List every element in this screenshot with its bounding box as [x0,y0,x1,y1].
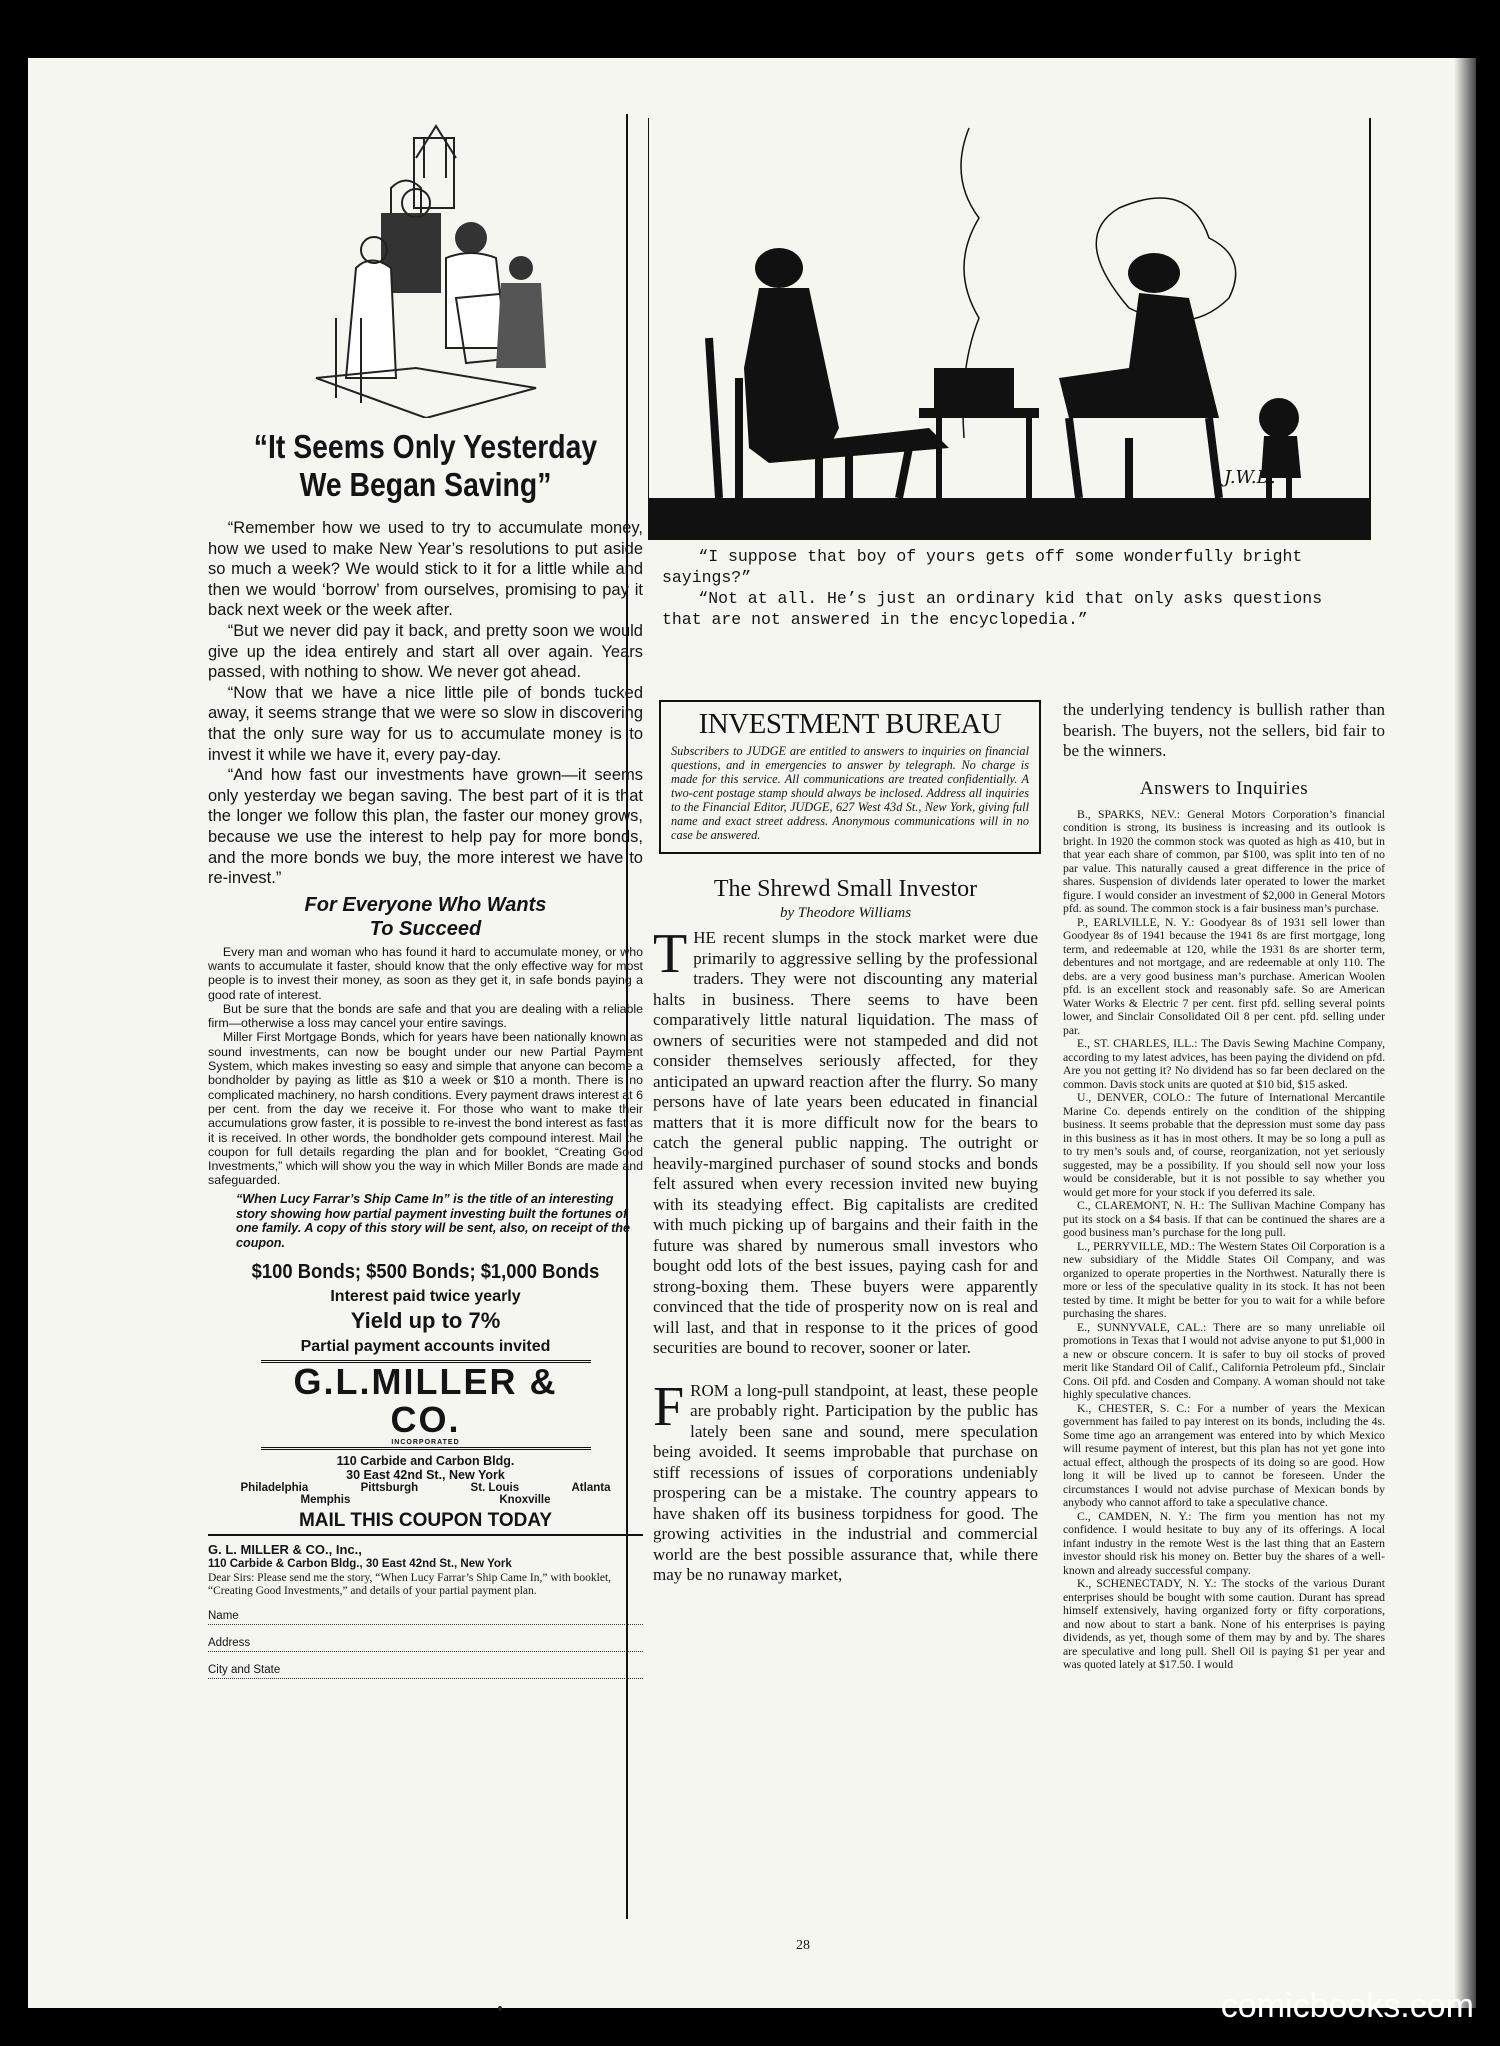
city: St. Louis [470,1481,520,1494]
miller-logo-text: G.L.MILLER & CO. [293,1360,558,1440]
ad-paragraph: “But we never did pay it back, and pretty soon we would give up the idea entirely and start all over again. Years passed, with nothing to show. We never got ahead. [208,621,643,682]
family-illustration [296,118,556,418]
bureau-text: Subscribers to JUDGE are entitled to answers to inquiries on financial questions, and in emergencies to answer by telegraph. No charge is made for this service. All communications are treated confidentially. A two-cent postage stamp should always be inclosed. Address all inquiries to the Financial Editor, JUDGE, 627 West 43d St., New York, giving full name and exact street address. Anonymous communications will in no case be answered. [671,744,1029,842]
answer-item: K., CHESTER, S. C.: For a number of years the Mexican government has failed to pay interest on its bonds, including the 4s. Some time ago an arrangement was entered into by which Mexico will resume payment of interest, but this plan has not yet gone into actual effect, although the prospects of its doing so are good. How long it will be lived up to cannot be foreseen. Under the circumstances I would not advise purchase of Mexican bonds by anybody who cannot afford to take a speculative chance. [1063,1401,1385,1509]
ad-paragraph: “And how fast our investments have grown—it seems only yesterday we began saving. The best part of it is that the longer we follow this plan, the faster our money grows, because we use the interest to help pay for more bonds, and the more bonds we buy, the more interest we have to re-invest.” [208,766,643,888]
answer-item: E., SUNNYVALE, CAL.: There are so many unreliable oil promotions in Texas that I would not advise anyone to put $1,000 in a new or obscure concern. It is safer to buy oil stocks of proved merit like Standard Oil of Calif., California Petroleum pfd., Sinclair Cons. Oil pfd. and Cosden and Company. A woman should not take highly speculative chances. [1063,1320,1385,1401]
spine-shadow [1454,58,1476,2008]
ad-body [208,518,643,889]
coupon-city-field[interactable] [208,1664,643,1679]
cartoon-caption [662,546,1362,630]
name-label: Name [208,1609,239,1622]
drop-cap: F [653,1375,685,1438]
answer-item: B., SPARKS, NEV.: General Motors Corporation’s financial condition is strong, its business is increasing and its outlook is bright. In 1920 the common stock was quoted as high as 410, but in that year each share of common, par $100, was split into ten of no par value. This naturally caused a great difference in the price of shares. Suspension of dividends later operated to lower the market figure. I would consider an investment of $2,000 in General Motors pfd. as sound. The common stock is a fair business man’s purchase. [1063,807,1385,915]
bureau-title: INVESTMENT BUREAU [698,708,1002,740]
address-label: Address [208,1636,251,1649]
ad-headline [238,428,612,504]
print-mark [498,2006,502,2011]
drop-cap: T [653,923,688,985]
right-column [628,118,1385,1671]
city: Knoxville [499,1493,551,1506]
ad-headline-line1: “It Seems Only Yesterday [253,428,598,465]
answer-item: E., ST. CHARLES, ILL.: The Davis Sewing Machine Company, according to my latest advices, has been paying the dividend on pfd. Are you not getting it? No dividend has so far been declared on the common. Davis stock units are quoted at $10 bid, $15 asked. [1063,1037,1385,1091]
answer-item: L., PERRYVILLE, MD.: The Western States Oil Corporation is a new subsidiary of the Middle States Oil Company, and was organized to operate properties in the Northwest. Naturally there is more or less of the speculative quality in its stock. It has not been tested by time. It might be better for you to wait for a while before purchasing the shares. [1063,1239,1385,1320]
article-paragraph [653,923,1038,1359]
article-paragraph [653,1375,1038,1586]
city: Pittsburgh [360,1481,419,1494]
address-line2: 30 East 42nd St., New York [346,1467,505,1482]
article-byline: by Theodore Williams [779,905,912,921]
city: Memphis [300,1493,351,1506]
financial-left-column [653,700,1038,1586]
coupon-company-name: G. L. MILLER & CO., Inc., [208,1541,362,1557]
ad-subheading-line2: To Succeed [369,917,482,940]
coupon-company-address: 110 Carbide & Carbon Bldg., 30 East 42nd St., New York [208,1557,512,1570]
coupon-address-field[interactable] [208,1637,643,1652]
ad-small-text [208,945,643,1188]
article-text: HE recent slumps in the stock market were due primarily to aggressive selling by the professional traders. They were not discounting any material halts in business. There seems to have been comparatively little natural liquidation. The mass of owners of securities were not stampeded and did not consider themselves seriously affected, for they anticipated an upward reaction after the flurry. So many persons have of late years been educated in financial matters that it is more difficult now for the bears to catch the general public napping. The outright or heavily-margined purchaser of sound stocks and bonds felt assured when every recession invited new buying with its steadying effect. Big capitalists are credited with much picking up of bargains and their faith in the future was shared by numerous small investors who bought odd lots of the best issues, paying cash for and strong-boxing them. These buyers were apparently convinced that the tide of prosperity now on is real and will last, and that in response to it the prices of good securities are bound to recover, sooner or later. [653,928,1038,1357]
ad-paragraph: “Now that we have a nice little pile of bonds tucked away, it seems strange that we were so slow in discovering that the only sure way for us to accumulate money is to invest it while we have it, every pay-day. [208,683,643,764]
answer-item: C., CLAREMONT, N. H.: The Sullivan Machine Company has put its stock on a $4 basis. If that can be continued the shares are a good business man’s purchase for the long pull. [1063,1199,1385,1239]
ad-subheading [208,893,643,941]
address-line1: 110 Carbide and Carbon Bldg. [336,1453,515,1468]
branch-cities [241,1482,611,1494]
answer-item: P., EARLVILLE, N. Y.: Goodyear 8s of 1931 sell lower than Goodyear 8s of 1941 because the 1941 8s are first mortgage, long term, and redeemable at 120, while the 1931 8s are shorter term, debentures and not mortgage, and are redeemable at only 110. The debs. are a very good business man’s purchase. American Woolen pfd. is an excellent stock and reasonably safe. So are American Water Works & Electric 7 per cent. first pfd. selling several points lower, and Sinclair Consolidated Oil 8 per cent. pfd. selling under par. [1063,915,1385,1037]
city-label: City and State [208,1663,281,1676]
miller-advertisement [208,118,643,1679]
story-note: “When Lucy Farrar’s Ship Came In” is the title of an interesting story showing how partial payment investing built the fortunes of one family. A copy of this story will be sent, also, on receipt of the coupon. [236,1191,630,1251]
interest-note: Interest paid twice yearly [330,1287,521,1305]
page-number: 28 [796,1938,810,1953]
coupon-heading: MAIL THIS COUPON TODAY [208,1510,643,1536]
answer-item: U., DENVER, COLO.: The future of International Mercantile Marine Co. depends entirely on the condition of the shipping business. It seems probable that the depression must some day pass in this business as it has in most others. It may be so long a pull as to try men’s souls and, of course, reorganization, not yet seriously suggested, may be a possibility. If you should sell now your loss would be considerable, but it is not possible to say whether you would get more for your stock if you deferred its sale. [1063,1091,1385,1199]
answers-title: Answers to Inquiries [1139,777,1309,799]
answers-list [1063,808,1385,1672]
ad-illustration [296,118,556,418]
ad-headline-line2: We Began Saving” [299,466,552,503]
investment-bureau-box [659,700,1041,854]
coupon-company [208,1542,643,1572]
city: Atlanta [571,1481,611,1494]
city: Philadelphia [240,1481,309,1494]
company-address [208,1454,643,1482]
ad-subheading-line1: For Everyone Who Wants [304,893,547,916]
silhouette-drawing [649,118,1369,538]
partial-payment-note: Partial payment accounts invited [300,1337,551,1355]
caption-line2: “Not at all. He’s just an ordinary kid that only asks questions that are not answered in the encyclopedia.” [662,589,1323,629]
silhouette-cartoon [648,118,1371,540]
site-watermark: comicbooks.com [1220,1987,1474,2025]
coupon-request-text: Dear Sirs: Please send me the story, “When Lucy Farrar’s Ship Came In,” with booklet, “Creating Good Investments,” and details of your partial payment plan. [208,1571,612,1597]
ad-small-paragraph: Miller First Mortgage Bonds, which for years have been nationally known as sound investments, can now be bought under our new Partial Payment System, which makes investing so easy and simple that anyone can become a bondholder by paying as little as $10 a week or $10 a month. There is no complicated machinery, no harsh conditions. Every payment draws interest at 6 per cent. from the day we receive it. For those who want to make their accumulations grow faster, it is possible to re-invest the bond interest as fast as it is received. In other words, the bondholder gets compound interest. Mail the coupon for full details regarding the plan and for booklet, “Creating Good Investments,” which will show you the way in which Miller Bonds are made and safeguarded. [208,1030,643,1188]
branch-cities-2 [301,1494,551,1506]
caption-line1: “I suppose that boy of yours gets off some wonderfully bright sayings?” [662,547,1303,587]
article-title: The Shrewd Small Investor [713,876,978,902]
miller-logo [261,1360,591,1450]
article-continuation: the underlying tendency is bullish rather than bearish. The buyers, not the sellers, bid fair to be the winners. [1063,700,1385,760]
bond-denominations: $100 Bonds; $500 Bonds; $1,000 Bonds [251,1260,600,1283]
yield-note: Yield up to 7% [350,1307,501,1333]
financial-section [653,700,1393,1960]
coupon-name-field[interactable] [208,1610,643,1625]
answer-item: K., SCHENECTADY, N. Y.: The stocks of the various Durant enterprises should be bought with some caution. Durant has spread himself extensively, having organized forty or fifty corporations, and now about to start a bank. None of his enterprises is paying dividends, as yet, though some of them may by and by. The shares are speculative and long pull. Shell Oil is paying $1 per year and was quoted lately at $17.50. I would [1063,1577,1385,1671]
ad-small-paragraph: But be sure that the bonds are safe and that you are dealing with a reliable firm—otherwise a loss may cancel your entire savings. [208,1001,643,1031]
cartoon-signature: J.W.B. [1224,467,1276,488]
financial-right-column [1063,700,1385,1672]
article-text: ROM a long-pull standpoint, at least, these people are probably right. Participation by the public has lately been sane and sound, mere speculation being avoided. It seems improbable that purchase on stiff recessions of issues of corporations undeniably prospering can be a mistake. The country appears to have shaken off its business torpidness for good. The growing activities in the industrial and commercial world are the best possible assurance that, while there may be no runaway market, [653,1380,1038,1584]
answer-item: C., CAMDEN, N. Y.: The firm you mention has not my confidence. I would hesitate to buy any of its offerings. A local infant industry in the remote West is the last thing that an Eastern investor should risk his money on. Better buy the shares of a well-known and already successful company. [1063,1509,1385,1577]
magazine-page [28,58,1476,2008]
ad-small-paragraph: Every man and woman who has found it hard to accumulate money, or who wants to accumulate it faster, should know that the only effective way for most people is to invest their money, as soon as they get it, in safe bonds paying a good rate of interest. [208,944,643,1002]
miller-logo-sub: INCORPORATED [391,1438,460,1446]
ad-paragraph: “Remember how we used to try to accumulate money, how we used to make New Year’s resolutions to put aside so much a week? We would stick to it for a little while and then we would ‘borrow’ from ourselves, promising to pay it back next week or the week after. [208,519,643,620]
